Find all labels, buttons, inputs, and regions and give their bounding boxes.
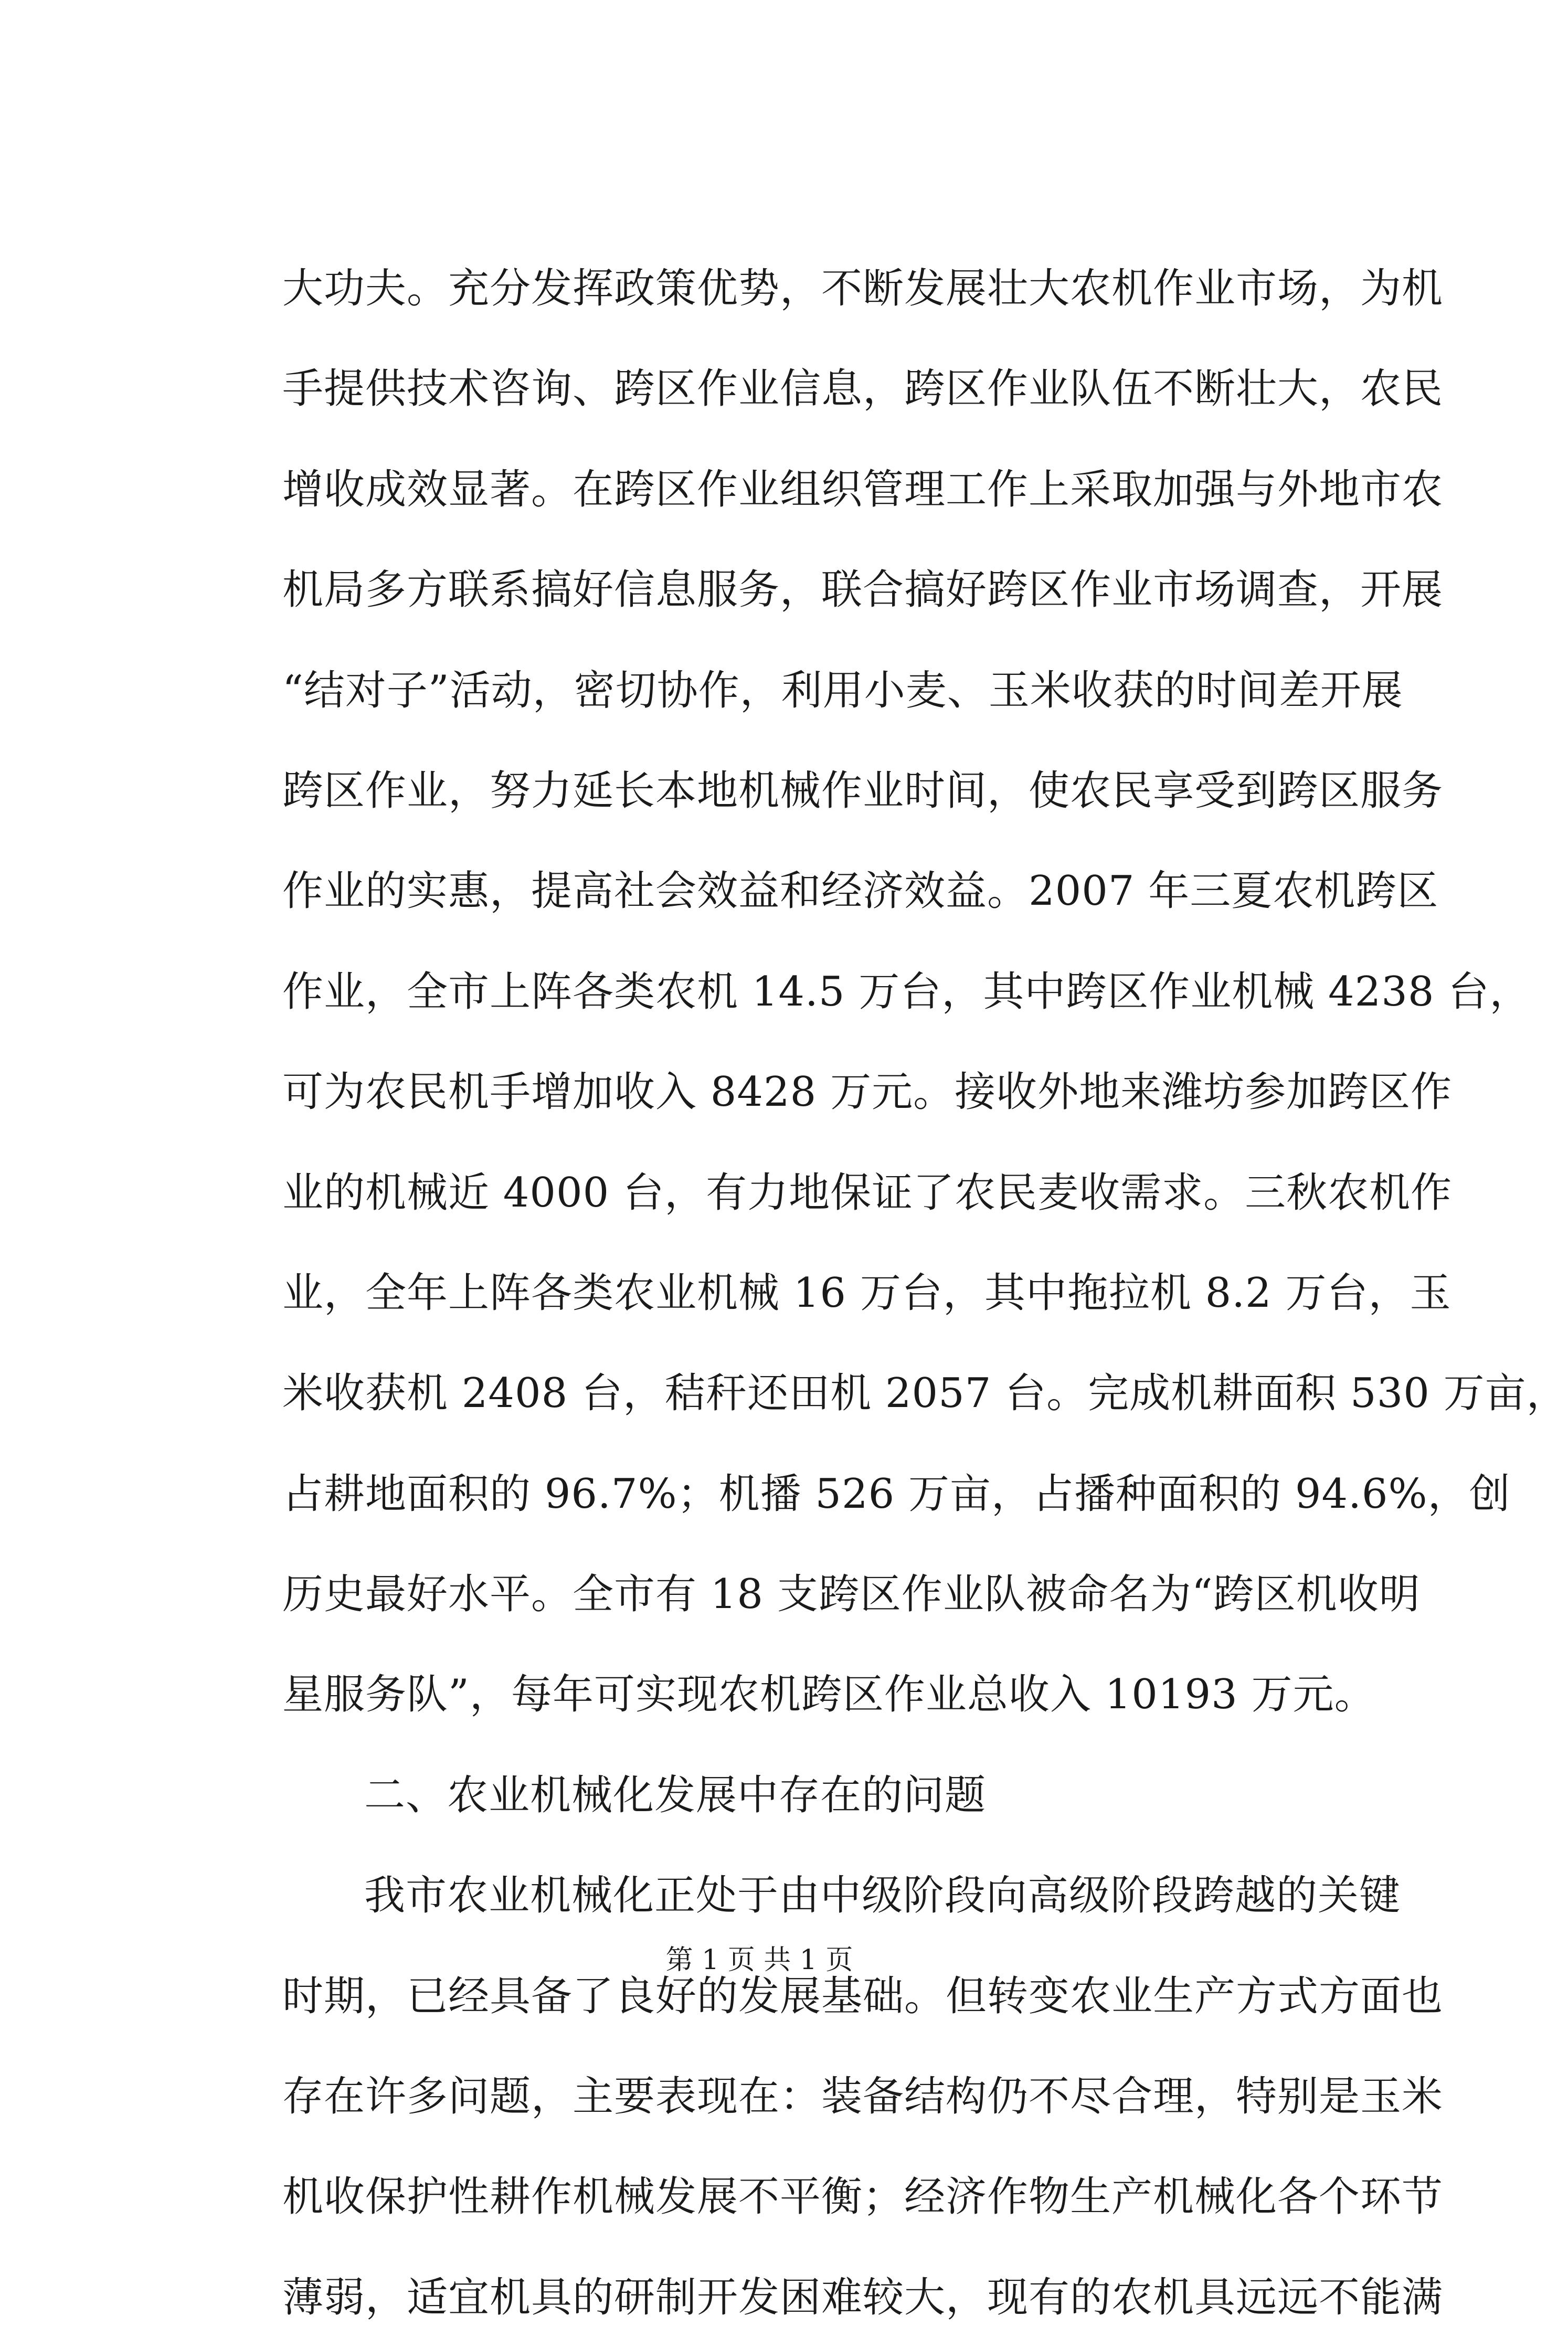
text-line: 薄弱，适宜机具的研制开发困难较大，现有的农机具远远不能满 bbox=[282, 2273, 1444, 2321]
text-line: 历史最好水平。全市有 18 支跨区作业队被命名为“跨区机收明 bbox=[282, 1571, 1421, 1619]
text-line: 占耕地面积的 96.7%；机播 526 万亩，占播种面积的 94.6%，创 bbox=[282, 1470, 1511, 1518]
text-line: 机收保护性耕作机械发展不平衡；经济作物生产机械化各个环节 bbox=[282, 2173, 1444, 2221]
text-line: 作业，全市上阵各类农机 14.5 万台，其中跨区作业机械 4238 台， bbox=[282, 968, 1531, 1016]
section-heading: 二、农业机械化发展中存在的问题 bbox=[364, 1771, 987, 1819]
text-line: 业的机械近 4000 台，有力地保证了农民麦收需求。三秋农机作 bbox=[282, 1169, 1453, 1217]
text-line: 时期，已经具备了良好的发展基础。但转变农业生产方式方面也 bbox=[282, 1972, 1444, 2020]
text-line: 手提供技术咨询、跨区作业信息，跨区作业队伍不断壮大，农民 bbox=[282, 365, 1444, 413]
page-footer: 第 1 页 共 1 页 bbox=[665, 1944, 853, 1976]
text-line: 业，全年上阵各类农业机械 16 万台，其中拖拉机 8.2 万台，玉 bbox=[282, 1269, 1452, 1317]
text-line: 我市农业机械化正处于由中级阶段向高级阶段跨越的关键 bbox=[364, 1872, 1401, 1920]
text-line: 增收成效显著。在跨区作业组织管理工作上采取加强与外地市农 bbox=[282, 466, 1444, 513]
text-line: 跨区作业，努力延长本地机械作业时间，使农民享受到跨区服务 bbox=[282, 767, 1444, 815]
text-line: 存在许多问题，主要表现在：装备结构仍不尽合理，特别是玉米 bbox=[282, 2073, 1444, 2121]
text-line: “结对子”活动，密切协作，利用小麦、玉米收获的时间差开展 bbox=[282, 667, 1403, 714]
text-line: 星服务队”，每年可实现农机跨区作业总收入 10193 万元。 bbox=[282, 1671, 1376, 1719]
text-line: 机局多方联系搞好信息服务，联合搞好跨区作业市场调查，开展 bbox=[282, 566, 1444, 614]
text-line: 作业的实惠，提高社会效益和经济效益。2007 年三夏农机跨区 bbox=[282, 868, 1439, 915]
document-body bbox=[282, 239, 1568, 2348]
text-line: 可为农民机手增加收入 8428 万元。接收外地来潍坊参加跨区作 bbox=[282, 1069, 1453, 1116]
text-line: 米收获机 2408 台，秸秆还田机 2057 台。完成机耕面积 530 万亩， bbox=[282, 1370, 1568, 1418]
text-line: 大功夫。充分发挥政策优势，不断发展壮大农机作业市场，为机 bbox=[282, 265, 1444, 312]
